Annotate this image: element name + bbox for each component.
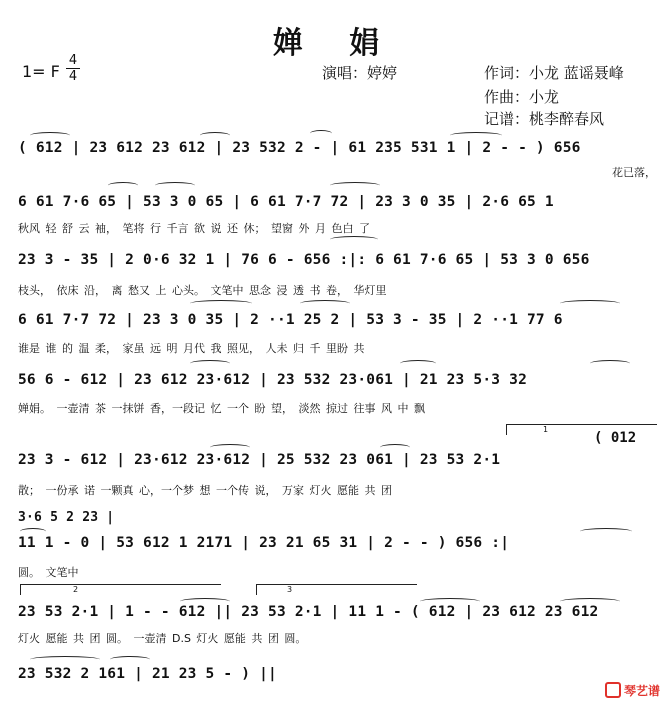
tie-arc bbox=[190, 360, 230, 367]
tie-arc bbox=[380, 444, 410, 451]
volta-bracket-3 bbox=[256, 584, 417, 595]
volta-1-label: 1 bbox=[543, 425, 549, 434]
score-line-3: 23 3 - 35 | 2 0·6 32 1 | 76 6 - 656 :|: 6 61 7·6 65 | 53 3 0 656 bbox=[18, 252, 590, 268]
lyric-line-6: 散； 一份承 诺 一颗真 心，一个梦 想 一个传 说， 万家 灯火 愿能 共 团 bbox=[18, 484, 392, 497]
composer-credit: 作曲：小龙 bbox=[484, 88, 560, 106]
score-line-9: 23 53 2·1 | 1 - - 612 || 23 53 2·1 | 11 1 - ( 612 | 23 612 23 612 bbox=[18, 604, 599, 620]
score-line-1: ( 612 | 23 612 23 612 | 23 532 2 - | 61 235 531 1 | 2 - - ) 656 bbox=[18, 140, 581, 156]
tie-arc bbox=[310, 130, 332, 137]
score-line-7: 3·6 5 2 23 | bbox=[18, 510, 115, 525]
tie-arc bbox=[450, 132, 502, 139]
tie-arc bbox=[590, 360, 630, 367]
score-line-6: 23 3 - 612 | 23·612 23·612 | 25 532 23 061 | 23 53 2·1 bbox=[18, 452, 501, 468]
lyric-line-3: 枝头， 依床 沿， 离 愁又 上 心头。 文笔中 思念 浸 透 书 卷， 华灯里 bbox=[18, 284, 387, 297]
tie-arc bbox=[190, 300, 252, 307]
key-signature: 1= F bbox=[22, 62, 60, 81]
tie-arc bbox=[330, 182, 380, 189]
score-line-2: 6 61 7·6 65 | 53 3 0 65 | 6 61 7·7 72 | 23 3 0 35 | 2·6 65 1 bbox=[18, 194, 554, 210]
score-line-10: 23 532 2 161 | 21 23 5 - ) || bbox=[18, 666, 277, 682]
lyric-line-4: 谁是 谁 的 温 柔， 家虽 远 明 月代 我 照见， 人未 归 千 里盼 共 bbox=[18, 342, 365, 355]
score-line-5: 56 6 - 612 | 23 612 23·612 | 23 532 23·061 | 21 23 5·3 32 bbox=[18, 372, 527, 388]
tie-arc bbox=[155, 182, 195, 189]
singer-credit: 演唱：婷婷 bbox=[322, 64, 398, 82]
tie-arc bbox=[20, 528, 46, 535]
tie-arc bbox=[110, 656, 150, 663]
tie-arc bbox=[400, 360, 436, 367]
tie-arc bbox=[30, 656, 100, 663]
lyric-line-1: 花已落， bbox=[612, 166, 656, 179]
tie-arc bbox=[330, 236, 378, 243]
watermark-text: 琴艺谱 bbox=[623, 684, 660, 698]
song-title: 婵 娟 bbox=[272, 26, 398, 61]
watermark bbox=[605, 682, 660, 699]
tie-arc bbox=[560, 300, 620, 307]
volta-2-label: 2 bbox=[73, 585, 79, 594]
lyric-line-9: 灯火 愿能 共 团 圆。 一壶清 D.S 灯火 愿能 共 团 圆。 bbox=[18, 632, 307, 645]
time-signature-bottom: 4 bbox=[68, 69, 78, 84]
tie-arc bbox=[30, 132, 70, 139]
time-signature-top: 4 bbox=[68, 53, 78, 68]
tie-arc bbox=[210, 444, 250, 451]
score-line-8b: 11 1 - 0 | 53 612 1 2171 | 23 21 65 31 | 2 - - ) 656 :| bbox=[18, 535, 510, 551]
tie-arc bbox=[108, 182, 138, 189]
lyric-line-5: 婵娟。 一壶清 茶 一抹饼 香，一段记 忆 一个 盼 望， 淡然 掠过 往事 风 中 飘 bbox=[18, 402, 425, 415]
intro-bracket-notes: ( 012 bbox=[594, 430, 637, 446]
lyric-line-8: 圆。 文笔中 bbox=[18, 566, 79, 579]
lyric-line-2: 秋风 轻 舒 云 袖， 笔将 行 千言 欲 说 还 休； 望窗 外 月 色白 了 bbox=[18, 222, 370, 235]
transcriber-credit: 记谱：桃李醉春风 bbox=[484, 110, 605, 128]
lyricist-credit: 作词：小龙 蓝谣聂峰 bbox=[484, 64, 624, 82]
volta-bracket-2 bbox=[20, 584, 221, 595]
time-signature bbox=[66, 54, 80, 83]
tie-arc bbox=[580, 528, 632, 535]
score-line-4: 6 61 7·7 72 | 23 3 0 35 | 2 ··1 25 2 | 53 3 - 35 | 2 ··1 77 6 bbox=[18, 312, 563, 328]
volta-3-label: 3 bbox=[287, 585, 293, 594]
logo-icon bbox=[605, 682, 621, 698]
tie-arc bbox=[200, 132, 230, 139]
tie-arc bbox=[300, 300, 350, 307]
